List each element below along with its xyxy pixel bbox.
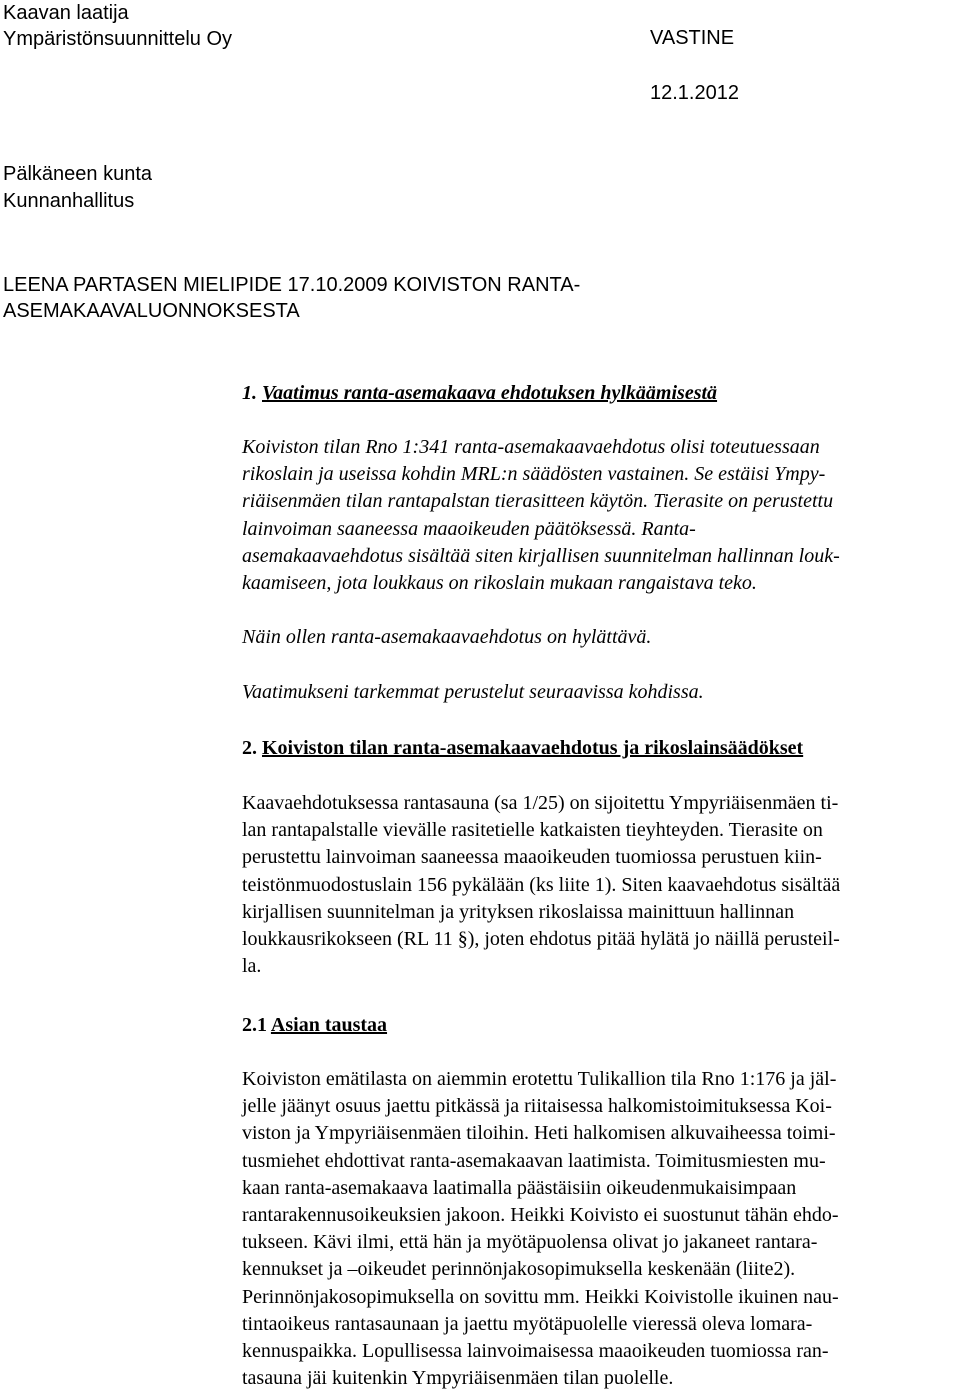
section2-line: perustettu lainvoiman saaneessa maaoikeuden tuomiossa perustuen kiin- xyxy=(242,846,822,869)
section2-1-line: Perinnönjakosopimuksella on sovittu mm. Heikki Koivistolle ikuinen nau- xyxy=(242,1285,839,1308)
section2-1-line: rantarakennusoikeuksien jakoon. Heikki Koivisto ei suostunut tähän ehdo- xyxy=(242,1204,839,1227)
section1-line: riäisenmäen tilan rantapalstan tierasitteen käytön. Tierasite on perustettu xyxy=(242,490,834,513)
subject-line2: ASEMAKAAVALUONNOKSESTA xyxy=(3,300,300,322)
section2-paragraph xyxy=(242,790,958,980)
section2-line: Kaavaehdotuksessa rantasauna (sa 1/25) on sijoitettu Ympyriäisenmäen ti- xyxy=(242,792,839,814)
section2-1-line: tintaoikeus rantasaunaan ja jaettu myötäpuolelle vieressä oleva lomara- xyxy=(242,1312,813,1335)
section2-1-line: jelle jäänyt osuus jaettu pitkässä ja riitaisessa halkomistoimituksessa Koi- xyxy=(242,1095,832,1118)
recipient-line2: Kunnanhallitus xyxy=(3,190,135,212)
section1-paragraph xyxy=(242,434,958,597)
section1-line: rikoslain ja useissa kohdin MRL:n säädösten vastainen. Se estäisi Ympy- xyxy=(242,463,826,486)
section2-1-heading xyxy=(242,1012,958,1039)
section1-conclusion-text: Näin ollen ranta-asemakaavaehdotus on hylättävä. xyxy=(242,626,652,648)
section2-1-line: kaan ranta-asemakaava laatimalla päästäisiin oikeudenmukaisimpaan xyxy=(242,1176,797,1199)
section1-heading xyxy=(242,380,958,407)
section1-followup-text: Vaatimukseni tarkemmat perustelut seuraavissa kohdissa. xyxy=(242,681,704,703)
subject-line1: LEENA PARTASEN MIELIPIDE 17.10.2009 KOIVISTON RANTA- xyxy=(3,274,581,296)
section1-line: asemakaavaehdotus sisältää siten kirjallisen suunnitelman hallinnan louk- xyxy=(242,544,840,567)
section2-line: kirjallisen suunnitelman ja yrityksen rikoslaissa mainittuun hallinnan xyxy=(242,900,795,923)
section1-followup xyxy=(242,679,958,706)
document-date: 12.1.2012 xyxy=(650,82,739,104)
section2-1-line: tasauna jäi kuitenkin Ympyriäisenmäen tilan puolelle. xyxy=(242,1367,674,1390)
section2-number: 2. xyxy=(242,737,262,759)
section2-line: loukkausrikokseen (RL 11 §), joten ehdotus pitää hylätä jo näillä perusteil- xyxy=(242,928,840,951)
section2-1-title: Asian taustaa xyxy=(270,1014,388,1036)
section1-number: 1. xyxy=(242,382,262,404)
section2-1-paragraph xyxy=(242,1066,958,1392)
section2-1-line: kennuspaikka. Lopullisessa lainvoimaisessa maaoikeuden tuomiossa ran- xyxy=(242,1340,829,1363)
author-org-line1: Kaavan laatija xyxy=(3,2,129,24)
section1-line: lainvoiman saaneessa maaoikeuden päätöksessä. Ranta- xyxy=(242,517,696,540)
recipient-line1: Pälkäneen kunta xyxy=(3,163,153,185)
section1-conclusion xyxy=(242,624,958,651)
author-org-line2: Ympäristönsuunnittelu Oy xyxy=(3,28,233,50)
section2-1-line: tukseen. Kävi ilmi, että hän ja myötäpuolensa olivat jo jakaneet rantara- xyxy=(242,1231,818,1254)
section2-1-line: Koiviston emätilasta on aiemmin erotettu Tulikallion tila Rno 1:176 ja jäl- xyxy=(242,1068,837,1090)
section2-line: la. xyxy=(242,955,262,978)
section1-line: kaamiseen, jota loukkaus on rikoslain mukaan rangaistava teko. xyxy=(242,572,757,595)
section2-heading xyxy=(242,735,958,762)
section2-1-line: kennukset ja –oikeudet perinnönjakosopimuksella keskenään (liite2). xyxy=(242,1258,796,1281)
section2-title: Koiviston tilan ranta-asemakaavaehdotus ja rikoslainsäädökset xyxy=(262,737,804,759)
section2-1-line: tusmiehet ehdottivat ranta-asemakaavan laatimista. Toimitusmiesten mu- xyxy=(242,1149,826,1172)
section2-line: teistönmuodostuslain 156 pykälään (ks liite 1). Siten kaavaehdotus sisältää xyxy=(242,873,841,896)
section1-title: Vaatimus ranta-asemakaava ehdotuksen hylkäämisestä xyxy=(262,382,718,404)
section1-line: Koiviston tilan Rno 1:341 ranta-asemakaavaehdotus olisi toteutuessaan xyxy=(242,436,820,458)
section2-line: lan rantapalstalle vievälle rasitetielle katkaisten tieyhteyden. Tierasite on xyxy=(242,819,823,842)
document-type: VASTINE xyxy=(650,27,735,49)
section2-1-line: viston ja Ympyriäisenmäen tiloihin. Heti halkomisen alkuvaiheessa toimi- xyxy=(242,1122,836,1145)
section2-1-number: 2.1 xyxy=(242,1014,271,1036)
